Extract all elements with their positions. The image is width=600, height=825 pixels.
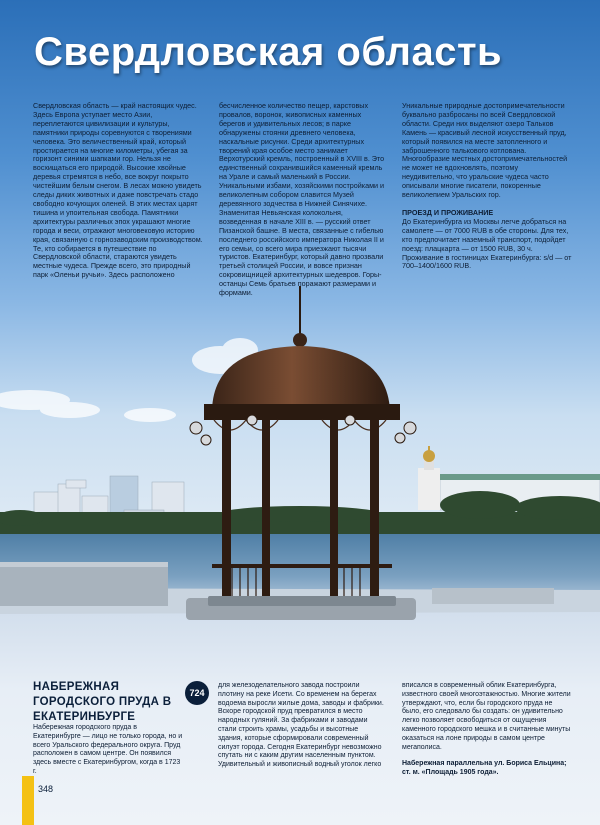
travel-heading: ПРОЕЗД И ПРОЖИВАНИЕ — [402, 207, 494, 217]
section-text-2: для железоделательного завода построили плотину на реке Исети. Со временем на берегах водоема выросли жилые дома, заводы и фабрики. Вскоре городской пруд превратился в место народных гуляний. За фабриками и заводами стали строить храмы, усадьбы и высотные здания, которые сформировали современный силуэт города. Сегодня Екатеринбург невозможно спутать ни с каким другим населенным пунктом. Удивительный и живописный водный уголок легко — [218, 682, 384, 769]
section-column-2 — [218, 682, 384, 770]
page-number-bar — [22, 776, 34, 825]
section-column-1 — [33, 724, 183, 777]
text-column-3 — [402, 102, 572, 271]
section-column-3 — [402, 682, 572, 778]
page-title: Свердловская область — [34, 30, 503, 74]
text-column-2 — [219, 102, 387, 298]
travel-text: До Екатеринбурга из Москвы легче добраться на самолете — от 7000 RUB в обе стороны. Для тех, кто предпочитает наземный транспорт, подойдет поезд: плацкарта — от 1500 RUB, 30 ч. Проживание в гостиницах Екатеринбурга: s/d — от 700–1400/1600 RUB. — [402, 216, 572, 271]
section-number-badge: 724 — [185, 681, 209, 705]
intro-text: Свердловская область — край настоящих чудес. Здесь Европа уступает место Азии, переплетаются цивилизации и культуры, памятники природы соревнуются с творениями человека. Это величественный край, который простирается на многие километры, убегая за горизонт синими шапками гор. Нельзя не восхищаться его природой. Высокие хвойные деревья стремятся в небо, все вокруг покрыто чистейшим белым снегом. В лесах можно увидеть следы диких животных и даже повстречать стадо свободно кочующих оленей. В этих местах царят тишина и упоительная свобода. Памятники архитектуры различных эпох украшают многие города и веси, отражают многовековую историю края, связанную с горнозаводским производством. Те, кто собирается в путешествие по Свердловской области, стараются увидеть местные чудеса. Прежде всего, это природный парк «Оленьи ручьи». Здесь расположено — [33, 101, 203, 280]
section-text-1: Набережная городского пруда в Екатеринбурге — лицо не только города, но и всего Уральского федерального округа. Пруд расположен в самом центре. Он появился здесь вместе с Екатеринбургом, когда в 1723 г. — [33, 724, 183, 775]
page-number: 348 — [38, 784, 54, 794]
text-column-1 — [33, 102, 203, 280]
section-title: НАБЕРЕЖНАЯ ГОРОДСКОГО ПРУДА В ЕКАТЕРИНБУРГЕ — [33, 681, 172, 723]
body-text: бесчисленное количество пещер, карстовых провалов, воронок, живописных каменных берегов и удивительных лесов; в парке обнаружены стоянки древнего человека, наскальные рисунки. Среди архитектурных творений края особое место занимает Верхотурский кремль, построенный в XVIII в. Это единственный сохранившийся каменный кремль на Урале и самый маленький в России. Уникальными избами, хозяйскими постройками и великолепным собором славится Музей деревянного зодчества в Нижней Синячихе. Знаменитая Невьянская колокольня, возведенная в начале XIII в. — русский ответ Пизанской башне. В места, связанные с гибелью последнего российского императора Николая II и его семьи, со всего мира приезжают тысячи туристов. Екатеринбург, который давно прозвали третьей столицей России, и вовсе признан сокровищницей архитектурных шедевров. Горы-останцы Семь братьев поражают размерами и формами. — [219, 101, 385, 298]
address-text: Набережная параллельна ул. Бориса Ельцина; ст. м. «Площадь 1905 года». — [402, 760, 567, 777]
section-text-3: вписался в современный облик Екатеринбурга, известного своей многоэтажностью. Многие жители утверждают, что, если бы городского пруда не было, его следовало бы создать: он удивительно легко позволяет освободиться от ощущения каменного городского мешка и в считанные минуты оказаться на лоне природы в самом центре мегаполиса. — [402, 682, 571, 751]
body-text-continued: Уникальные природные достопримечательности буквально разбросаны по всей Свердловской области. Среди них выделяют озеро Тальков Камень — красивый лесной искусственный пруд, который появился на месте затопленного и заброшенного талькового котлована. Многообразие местных достопримечательностей не может не вдохновлять, поэтому неудивительно, что уральские чудеса часто описывали многие писатели, покоренные великолепием Уральских гор. — [402, 101, 568, 200]
